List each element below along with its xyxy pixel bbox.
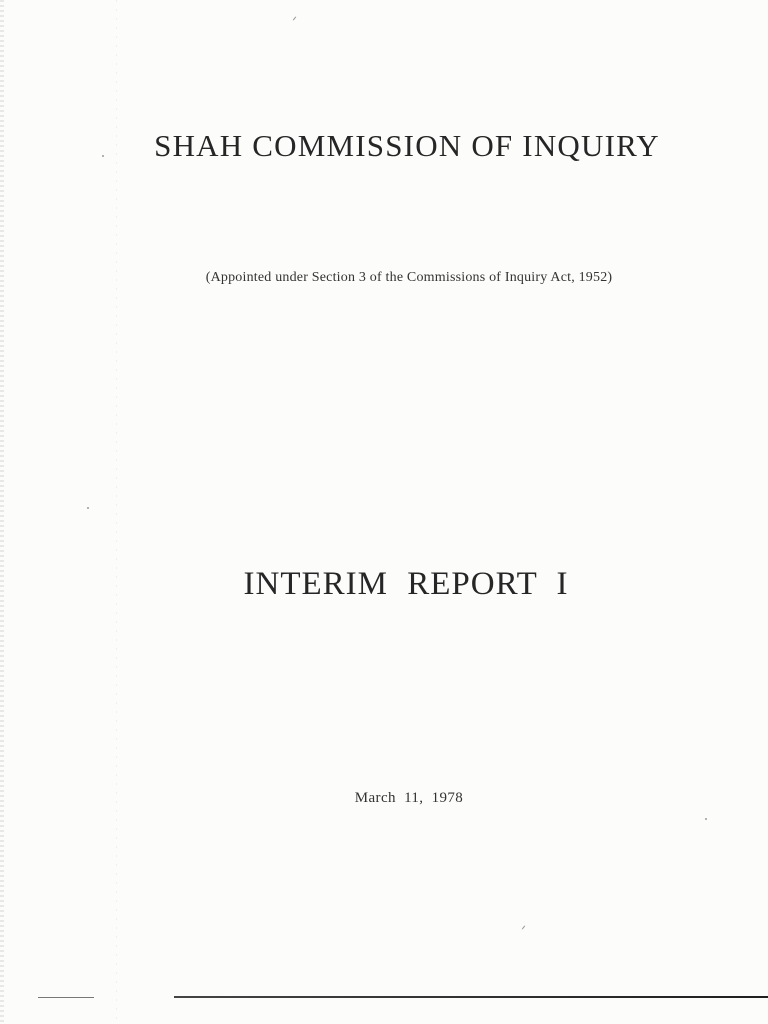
scan-speck bbox=[705, 818, 707, 820]
scan-speck bbox=[87, 507, 89, 509]
report-title: INTERIM REPORT I bbox=[243, 566, 569, 602]
scan-speck bbox=[293, 16, 297, 20]
appointment-note: (Appointed under Section 3 of the Commissions of Inquiry Act, 1952) bbox=[205, 270, 613, 285]
scan-speck bbox=[102, 155, 104, 157]
report-date: March 11, 1978 bbox=[354, 790, 464, 806]
footer-rule-long bbox=[174, 996, 768, 998]
scan-speck bbox=[522, 925, 526, 929]
commission-title: SHAH COMMISSION OF INQUIRY bbox=[154, 128, 660, 163]
footer-rule-short bbox=[38, 997, 94, 998]
